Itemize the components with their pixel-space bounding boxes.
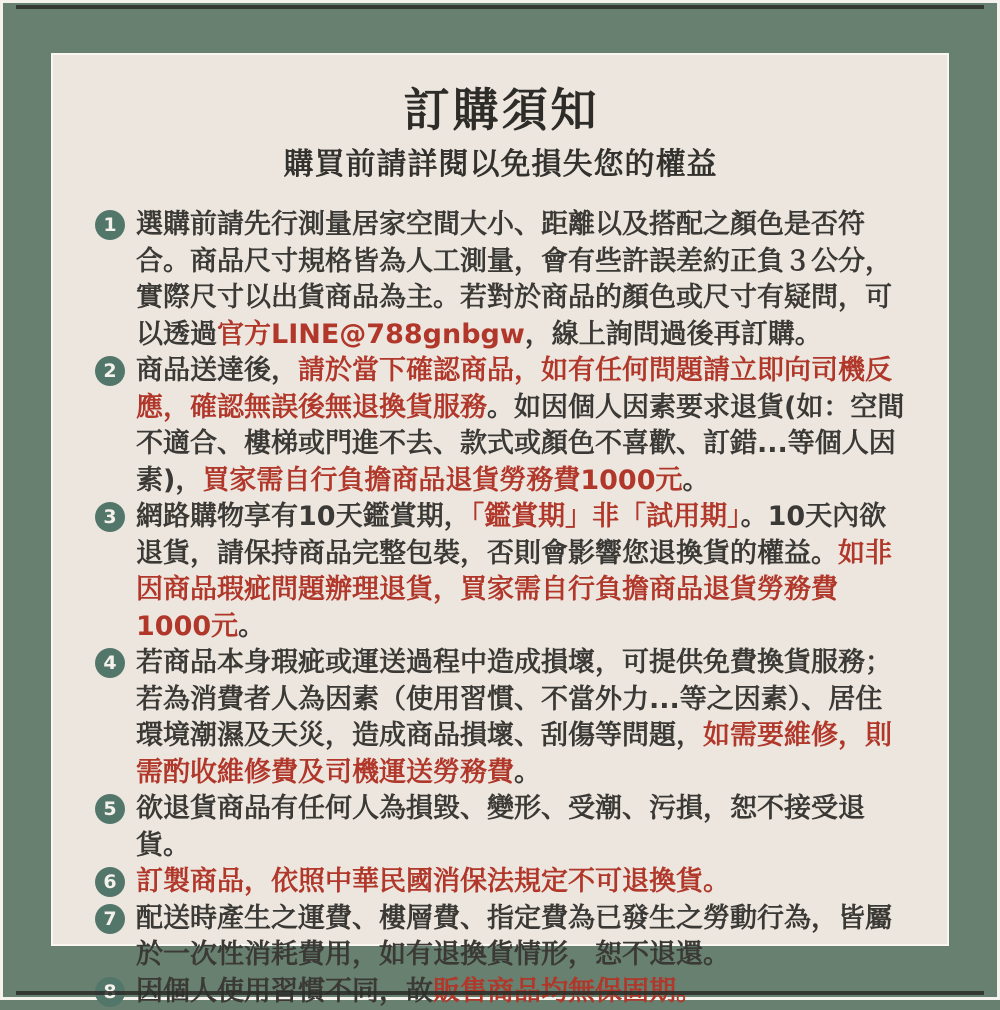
notice-item: [95, 901, 907, 974]
page-subtitle: 購買前請詳閱以免損失您的權益: [53, 148, 947, 181]
notice-text-segment: 買家需自行負擔商品退貨勞務費1000元: [202, 465, 682, 496]
item-number-badge: 3: [95, 502, 125, 532]
notice-text-segment: 。: [238, 611, 265, 642]
item-number-badge: 5: [95, 794, 125, 824]
notice-text-segment: 網路購物享有10天鑑賞期，: [136, 501, 471, 532]
notice-text-segment: 商品送達後，: [136, 355, 298, 386]
top-edge-line: [16, 5, 984, 9]
notice-text-segment: 配送時產生之運費、樓層費、指定費為已發生之勞動行為，皆屬於一次性消耗費用，如有退換貨情形，恕不退還。: [136, 903, 892, 971]
notice-text: [136, 353, 907, 499]
item-number-badge: 2: [95, 356, 125, 386]
notice-item: [95, 791, 907, 864]
notice-text-segment: 。: [514, 757, 541, 788]
notice-text-segment: 選購前請先行測量居家空間大小、距離以及搭配之顏色是否符合。商品尺寸規格皆為人工測量，會有些許誤差約正負３公分，實際尺寸以出貨商品為主。若對於商品的顏色或尺寸有疑問，可以透過: [136, 209, 892, 350]
notice-list: [95, 207, 907, 1010]
item-number-badge: 7: [95, 904, 125, 934]
item-number-badge: 6: [95, 867, 125, 897]
notice-text-segment: 。如因個人因素要求退貨(如：空間不適合、樓梯或門進不去、款式或顏色不喜歡、訂錯...等個人因素)，: [136, 392, 904, 496]
notice-text-segment: 若商品本身瑕疵或運送過程中造成損壞，可提供免費換貨服務；若為消費者人為因素（使用習慣、不當外力...等之因素）、居住環境潮濕及天災，造成商品損壞、刮傷等問題，: [136, 647, 892, 751]
notice-item: [95, 207, 907, 353]
notice-text: [136, 864, 907, 901]
notice-text: [136, 791, 907, 864]
notice-text-segment: 「鑑賞期」非「試用期」: [471, 501, 741, 532]
notice-text: [136, 901, 907, 974]
notice-text-segment: ，線上詢問過後再訂購。: [525, 319, 822, 350]
notice-item: [95, 864, 907, 901]
notice-text-segment: 如需要維修，則需酌收維修費及司機運送勞務費: [136, 720, 892, 788]
notice-text-segment: 訂製商品，依照中華民國消保法規定不可退換貨。: [136, 866, 730, 897]
notice-text-segment: 如非因商品瑕疵問題辦理退貨，買家需自行負擔商品退貨勞務費1000元: [136, 538, 892, 642]
notice-item: [95, 645, 907, 791]
notice-text-segment: 。10天內欲退貨，請保持商品完整包裝，否則會影響您退換貨的權益。: [136, 501, 886, 569]
notice-text: [136, 645, 907, 791]
notice-text: [136, 207, 907, 353]
notice-text-segment: 欲退貨商品有任何人為損毀、變形、受潮、污損，恕不接受退貨。: [136, 793, 865, 861]
notice-panel: [51, 53, 949, 946]
item-number-badge: 4: [95, 648, 125, 678]
page-title: 訂購須知: [53, 85, 947, 136]
notice-text: [136, 499, 907, 645]
notice-text-segment: 官方LINE@788gnbgw: [217, 319, 525, 350]
item-number-badge: 1: [95, 210, 125, 240]
notice-text-segment: 請於當下確認商品，如有任何問題請立即向司機反應，確認無誤後無退換貨服務: [136, 355, 892, 423]
notice-item: [95, 499, 907, 645]
bottom-edge-line: [16, 991, 984, 995]
notice-text-segment: 。: [683, 465, 710, 496]
notice-item: [95, 353, 907, 499]
